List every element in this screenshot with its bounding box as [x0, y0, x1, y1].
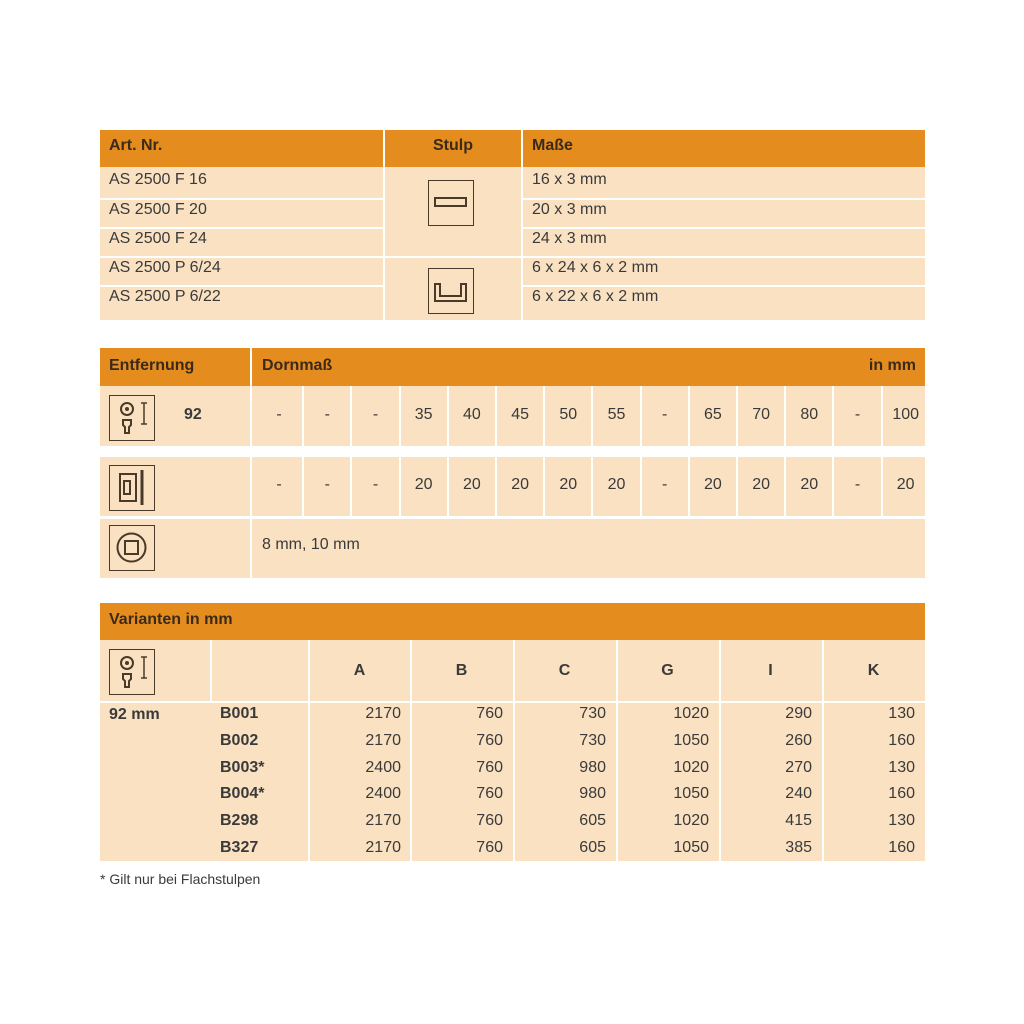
variant-code: B001 [220, 705, 259, 722]
col-header-entfernung: Entfernung [109, 357, 195, 374]
square-spindle-icon [109, 525, 155, 571]
stulp-width-cell: 20 [800, 476, 819, 493]
variant-value: 240 [785, 785, 812, 803]
variant-code: B298 [220, 812, 259, 830]
artnr-cell: AS 2500 F 16 [109, 171, 207, 188]
variant-value: 130 [888, 758, 915, 776]
distance-value: 92 [184, 406, 202, 423]
stulp-width-cell: - [854, 476, 861, 493]
masse-cell: 20 x 3 mm [532, 201, 607, 218]
dornmass-cell: 35 [414, 406, 433, 423]
flat-faceplate-icon [428, 180, 474, 226]
row-divider [521, 227, 925, 229]
stulp-width-cell: 20 [752, 476, 770, 493]
artnr-cell: AS 2500 P 6/22 [109, 288, 221, 305]
artnr-cell: AS 2500 F 20 [109, 201, 207, 218]
variant-code: B003* [220, 758, 265, 776]
dornmass-cell: 70 [752, 406, 770, 423]
dornmass-cell: 45 [511, 406, 529, 423]
variant-col-header: C [558, 662, 571, 679]
artnr-cell: AS 2500 P 6/24 [109, 259, 221, 276]
stulp-width-cell: 20 [703, 476, 722, 493]
dornmass-cell: - [854, 406, 861, 423]
col-header-dornmass: Dornmaß [262, 357, 333, 374]
header-divider [250, 348, 252, 386]
stulp-width-cell: - [372, 476, 379, 493]
dornmass-cell: 55 [607, 406, 626, 423]
variant-value: 2170 [365, 705, 401, 722]
masse-cell: 24 x 3 mm [532, 230, 607, 247]
col-header-stulp: Stulp [433, 137, 473, 154]
row-divider [100, 198, 383, 200]
variant-value: 2170 [365, 839, 401, 856]
variant-value: 160 [888, 731, 915, 749]
dornmass-cell: 65 [703, 406, 722, 423]
row-divider [100, 227, 383, 229]
profile-cylinder-distance-icon [109, 649, 155, 695]
masse-cell: 16 x 3 mm [532, 171, 607, 188]
distance-table-header [100, 348, 925, 386]
variant-code: B004* [220, 785, 265, 803]
stulp-width-cell: - [276, 476, 282, 493]
variant-value: 980 [579, 785, 606, 803]
row-divider [100, 256, 925, 258]
profile-cylinder-distance-icon [109, 395, 155, 441]
row-divider [100, 516, 925, 519]
variants-title: Varianten in mm [109, 611, 233, 628]
dornmass-cell: - [372, 406, 379, 423]
variant-value: 260 [785, 731, 812, 749]
masse-cell: 6 x 22 x 6 x 2 mm [532, 288, 659, 305]
stulp-width-cell: 20 [559, 476, 578, 493]
stulp-width-cell: 20 [607, 476, 626, 493]
distance-table [100, 348, 925, 578]
variant-value: 385 [785, 839, 812, 856]
variant-col-header: G [661, 662, 674, 679]
column-divider [210, 640, 212, 701]
stulp-width-cell: 20 [511, 476, 529, 493]
variants-table [100, 603, 925, 861]
variant-value: 980 [579, 758, 606, 776]
col-header-artnr: Art. Nr. [109, 137, 163, 154]
variant-value: 760 [476, 731, 503, 749]
row-divider [521, 198, 925, 200]
stulp-width-cell: - [662, 476, 668, 493]
unit-label: in mm [868, 357, 916, 374]
variant-col-header: I [768, 662, 773, 679]
article-table [100, 130, 925, 320]
variant-col-header: K [867, 662, 880, 679]
dornmass-cell: - [324, 406, 330, 423]
variant-value: 730 [579, 705, 606, 722]
column-divider [250, 386, 252, 578]
row-divider [100, 285, 383, 287]
variant-value: 760 [476, 812, 503, 830]
footnote: * Gilt nur bei Flachstulpen [100, 871, 261, 887]
variant-value: 1020 [673, 758, 709, 776]
variant-value: 2400 [365, 785, 401, 803]
variant-value: 2170 [365, 812, 401, 830]
variant-value: 605 [579, 839, 606, 856]
stulp-width-cell: - [324, 476, 330, 493]
variant-value: 290 [785, 705, 812, 722]
variant-value: 730 [579, 731, 606, 749]
variant-value: 2400 [365, 758, 401, 776]
dornmass-cell: 40 [462, 406, 481, 423]
stulp-width-cell: 20 [462, 476, 481, 493]
variant-code: B002 [220, 731, 259, 749]
dornmass-cell: 100 [892, 406, 920, 423]
artnr-cell: AS 2500 F 24 [109, 230, 207, 247]
col-header-masse: Maße [532, 137, 573, 154]
spindle-sizes: 8 mm, 10 mm [262, 536, 360, 553]
u-profile-faceplate-icon [428, 268, 474, 314]
column-divider [383, 167, 385, 320]
dornmass-cell: 50 [559, 406, 578, 423]
variant-col-header: B [455, 662, 468, 679]
variant-value: 760 [476, 705, 503, 722]
variant-value: 1050 [673, 731, 709, 749]
variant-value: 760 [476, 785, 503, 803]
stulp-width-cell: 20 [896, 476, 915, 493]
variants-distance: 92 mm [109, 706, 160, 723]
masse-cell: 6 x 24 x 6 x 2 mm [532, 259, 659, 276]
variant-value: 270 [785, 758, 812, 776]
variant-value: 1050 [673, 839, 709, 856]
variant-value: 160 [888, 785, 915, 803]
variant-col-header: A [353, 662, 366, 679]
column-divider [521, 167, 523, 320]
row-gap [100, 446, 925, 457]
variant-value: 130 [888, 705, 915, 722]
faceplate-side-icon [109, 465, 155, 511]
variant-value: 605 [579, 812, 606, 830]
variant-value: 130 [888, 812, 915, 830]
variant-value: 1020 [673, 812, 709, 830]
row-divider [521, 285, 925, 287]
variant-value: 760 [476, 758, 503, 776]
dornmass-cell: - [276, 406, 282, 423]
dornmass-cell: - [662, 406, 668, 423]
variant-value: 760 [476, 839, 503, 856]
variant-code: B327 [220, 839, 259, 856]
dornmass-cell: 80 [800, 406, 819, 423]
variant-value: 160 [888, 839, 915, 856]
variant-value: 1020 [673, 705, 709, 722]
stulp-width-cell: 20 [414, 476, 433, 493]
variant-value: 1050 [673, 785, 709, 803]
variant-value: 2170 [365, 731, 401, 749]
variant-value: 415 [785, 812, 812, 830]
